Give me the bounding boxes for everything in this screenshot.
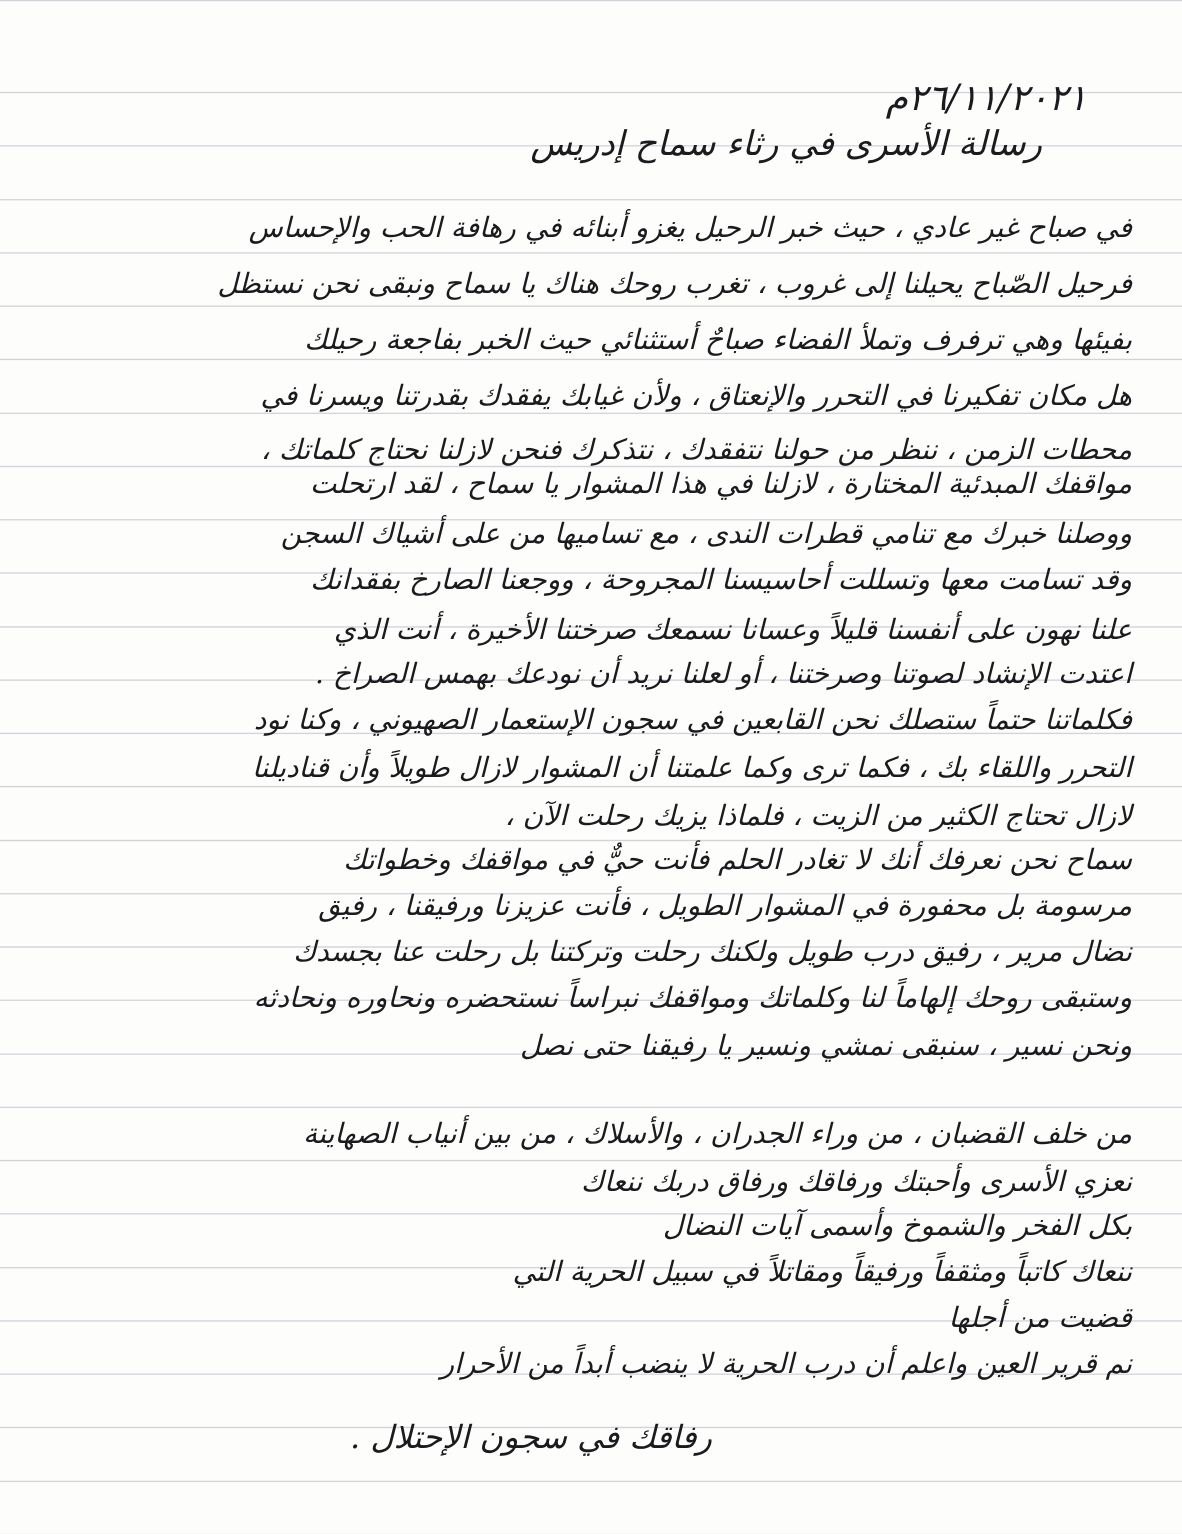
body-line: من خلف القضبان ، من وراء الجدران ، والأسلاك ، من بين أنياب الصهاينة [303, 1117, 1132, 1150]
body-line: التحرر واللقاء بك ، فكما ترى وكما علمتنا أن المشوار لازال طويلاً وأن قناديلنا [252, 751, 1132, 784]
body-line: قضيت من أجلها [948, 1301, 1132, 1334]
letter-date: ٢٦/١١/٢٠٢١م [885, 78, 1087, 119]
body-line: سماح نحن نعرفك أنك لا تغادر الحلم فأنت حيٌّ في مواقفك وخطواتك [343, 843, 1132, 876]
body-line: فكلماتنا حتماً ستصلك نحن القابعين في سجون الإستعمار الصهيوني ، وكنا نود [253, 703, 1132, 736]
body-line: نم قرير العين واعلم أن درب الحرية لا ينضب أبداً من الأحرار [440, 1347, 1132, 1380]
body-line: علنا نهون على أنفسنا قليلاً وعسانا نسمعك صرختنا الأخيرة ، أنت الذي [333, 613, 1132, 646]
body-line: في صباح غير عادي ، حيث خبر الرحيل يغزو أبنائه في رهافة الحب والإحساس [248, 211, 1132, 244]
body-line: ونحن نسير ، سنبقى نمشي ونسير يا رفيقنا حتى نصل [519, 1029, 1132, 1062]
letter-signature: رفاقك في سجون الإحتلال . [349, 1418, 712, 1456]
body-line: بكل الفخر والشموخ وأسمى آيات النضال [662, 1209, 1132, 1242]
body-line: بفيئها وهي ترفرف وتملأ الفضاء صباحٌ أستثنائي حيث الخبر بفاجعة رحيلك [304, 323, 1132, 356]
body-line: مواقفك المبدئية المختارة ، لازلنا في هذا المشوار يا سماح ، لقد ارتحلت [309, 467, 1132, 500]
body-line: ووصلنا خبرك مع تنامي قطرات الندى ، مع تساميها من على أشياك السجن [280, 517, 1132, 550]
body-line: ننعاك كاتباً ومثقفاً ورفيقاً ومقاتلاً في سبيل الحرية التي [512, 1255, 1132, 1288]
body-line: وقد تسامت معها وتسللت أحاسيسنا المجروحة ، ووجعنا الصارخ بفقدانك [310, 563, 1132, 596]
body-line: هل مكان تفكيرنا في التحرر والإنعتاق ، ولأن غيابك يفقدك بقدرتنا ويسرنا في [260, 379, 1132, 412]
body-line: محطات الزمن ، ننظر من حولنا نتفقدك ، نتذكرك فنحن لازلنا نحتاج كلماتك ، [260, 433, 1132, 466]
body-line: نضال مرير ، رفيق درب طويل ولكنك رحلت وتركتنا بل رحلت عنا بجسدك [293, 935, 1132, 968]
letter-title: رسالة الأسرى في رثاء سماح إدريس [530, 124, 1042, 164]
body-line: مرسومة بل محفورة في المشوار الطويل ، فأنت عزيزنا ورفيقنا ، رفيق [318, 889, 1132, 922]
body-line: فرحيل الصّباح يحيلنا إلى غروب ، تغرب روحك هناك يا سماح ونبقى نحن نستظل [217, 267, 1132, 300]
body-line: نعزي الأسرى وأحبتك ورفاقك ورفاق دربك ننعاك [580, 1165, 1132, 1198]
body-line: لازال تحتاج الكثير من الزيت ، فلماذا يزيك رحلت الآن ، [504, 799, 1132, 832]
body-line: وستبقى روحك إلهاماً لنا وكلماتك ومواقفك نبراساً نستحضره ونحاوره ونحادثه [253, 981, 1132, 1014]
body-line: اعتدت الإنشاد لصوتنا وصرختنا ، أو لعلنا نريد أن نودعك بهمس الصراخ . [315, 657, 1132, 690]
